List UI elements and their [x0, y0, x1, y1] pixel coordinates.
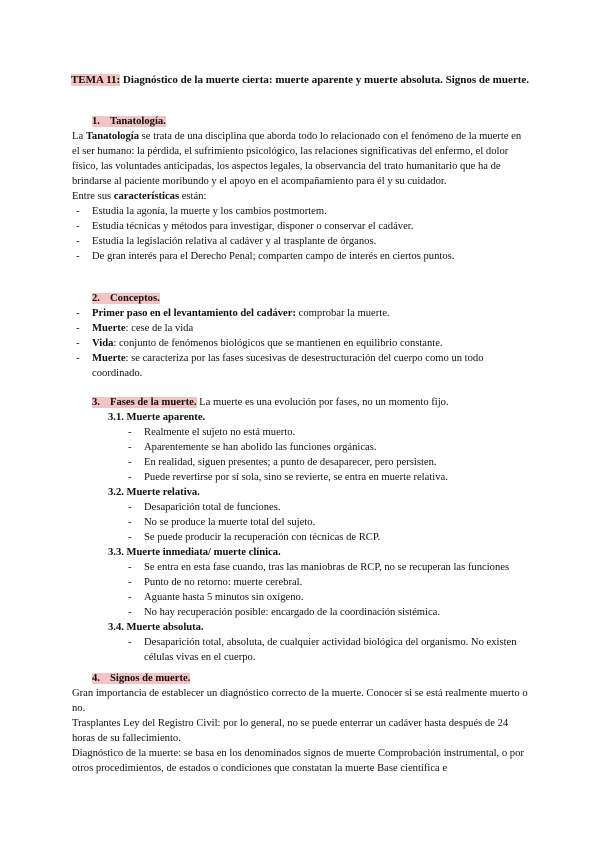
- list-item: - Vida: conjunto de fenómenos biológicos que se mantienen en equilibrio constante.: [72, 336, 528, 351]
- page-title: [70, 72, 530, 89]
- list-item: - Desaparición total de funciones.: [72, 500, 528, 515]
- subsection-heading: 3.3. Muerte inmediata/ muerte clínica.: [108, 547, 281, 558]
- paragraph: La Tanatología se trata de una disciplina que aborda todo lo relacionado con el fenómeno de la muerte en el ser humano: la pérdida, el sufrimiento psicológico, las relaciones significativas del enfermo, el dolor físico, las voluntades anticipadas, los aspectos legales, la observancia del trato humanitario que ha de brindarse al paciente moribundo y el apoyo en el acompañamiento para él y su cuidador.: [72, 131, 522, 187]
- section-heading: 4. Signos de muerte.: [92, 673, 191, 684]
- subsection-list: [72, 425, 528, 485]
- list-item: - Estudia la legislación relativa al cadáver y al trasplante de órganos.: [72, 234, 528, 249]
- section-heading: 2. Conceptos.: [92, 293, 160, 304]
- list-item: - Muerte: se caracteriza por las fases sucesivas de desestructuración del cuerpo como un todo coordinado.: [72, 351, 528, 381]
- subsection-heading: 3.2. Muerte relativa.: [108, 487, 200, 498]
- list-item: - Aguante hasta 5 minutos sin oxígeno.: [72, 590, 528, 605]
- subsection-list: [72, 635, 528, 665]
- list-item: - No se produce la muerte total del sujeto.: [72, 515, 528, 530]
- list-item: - Estudia la agonía, la muerte y los cambios postmortem.: [72, 204, 528, 219]
- list-item: - Realmente el sujeto no está muerto.: [72, 425, 528, 440]
- subsection-heading: 3.1. Muerte aparente.: [108, 412, 206, 423]
- subsection-heading: 3.4. Muerte absoluta.: [108, 622, 204, 633]
- list-item: - Muerte: cese de la vida: [72, 321, 528, 336]
- section-signos: [72, 671, 528, 776]
- list-item: - Desaparición total, absoluta, de cualquier actividad biológica del organismo. No existen células vivas en el cuerpo.: [72, 635, 528, 665]
- section-heading: 1. Tanatología.: [92, 116, 166, 127]
- paragraph: Entre sus características están:: [72, 191, 207, 202]
- section-heading: 3. Fases de la muerte. La muerte es una evolución por fases, no un momento fijo.: [92, 397, 449, 408]
- list-item: - Aparentemente se han abolido las funciones orgánicas.: [72, 440, 528, 455]
- list-item: - Se entra en esta fase cuando, tras las maniobras de RCP, no se recuperan las funciones: [72, 560, 528, 575]
- list-item: - En realidad, siguen presentes; a punto de desaparecer, pero persisten.: [72, 455, 528, 470]
- concepts-list: [72, 306, 528, 381]
- paragraph: Trasplantes Ley del Registro Civil: por lo general, no se puede enterrar un cadáver hasta después de 24 horas de su fallecimiento.: [72, 718, 509, 744]
- characteristics-list: [72, 204, 528, 264]
- list-item: - No hay recuperación posible: encargado de la coordinación sistémica.: [72, 605, 528, 620]
- title-text: Diagnóstico de la muerte cierta: muerte aparente y muerte absoluta. Signos de muerte.: [122, 74, 530, 86]
- subsection-list: [72, 560, 528, 620]
- subsection-list: [72, 500, 528, 545]
- list-item: - Estudia técnicas y métodos para investigar, disponer o conservar el cadáver.: [72, 219, 528, 234]
- section-conceptos: [72, 291, 528, 381]
- list-item: - De gran interés para el Derecho Penal; comparten campo de interés en ciertos puntos.: [72, 249, 528, 264]
- section-fases: [72, 395, 528, 665]
- list-item: - Se puede producir la recuperación con técnicas de RCP.: [72, 530, 528, 545]
- list-item: - Puede revertirse por sí sola, sino se revierte, se entra en muerte relativa.: [72, 470, 528, 485]
- list-item: - Punto de no retorno: muerte cerebral.: [72, 575, 528, 590]
- section-tanatologia: [72, 114, 528, 264]
- paragraph: Diagnóstico de la muerte: se basa en los denominados signos de muerte Comprobación instrumental, o por otros procedimientos, de estados o condiciones que constatan la muerte Base científica e: [72, 748, 524, 774]
- paragraph: Gran importancia de establecer un diagnóstico correcto de la muerte. Conocer si se está realmente muerto o no.: [72, 688, 528, 714]
- list-item: - Primer paso en el levantamiento del cadáver: comprobar la muerte.: [72, 306, 528, 321]
- title-label: TEMA 11:: [70, 74, 121, 86]
